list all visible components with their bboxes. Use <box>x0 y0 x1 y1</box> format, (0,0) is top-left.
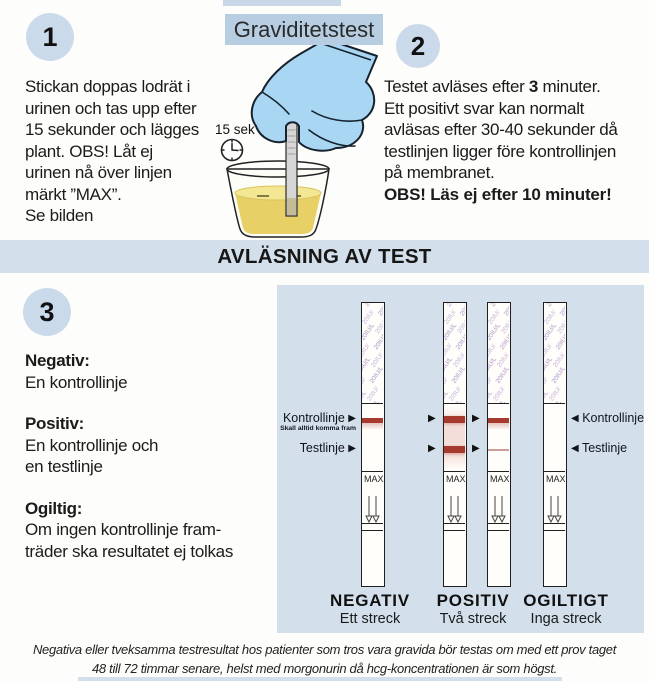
legend-group-positive <box>25 413 310 478</box>
result-name: OGILTIGT <box>523 591 609 610</box>
legend-label: Negativ: <box>25 351 90 370</box>
legend-group-negative <box>25 350 310 393</box>
line-fade <box>488 423 509 430</box>
test-line <box>444 446 465 453</box>
text-line: en testlinje <box>25 457 103 476</box>
strip-band <box>488 523 509 531</box>
text-line: märkt ”MAX”. <box>25 184 122 204</box>
flow-arrows-icon <box>364 495 381 525</box>
text-line: En kontrollinje och <box>25 435 159 455</box>
text-line: träder ska resultatet ej tolkas <box>25 541 234 561</box>
text-line <box>384 76 646 98</box>
max-label: MAX <box>490 474 510 484</box>
text-line: urinen nå över linjen <box>25 163 172 182</box>
test-line-faint <box>488 449 509 451</box>
test-line-label-right <box>571 441 627 455</box>
control-line-sublabel: Skall alltid komma fram <box>280 425 356 432</box>
step2-circle: 2 <box>396 24 440 68</box>
legend-group-invalid <box>25 498 310 563</box>
result-name: NEGATIV <box>330 591 410 610</box>
result-sub: Inga streck <box>530 611 602 627</box>
pointer-left-icon: ◀ <box>571 443 579 454</box>
max-divider <box>488 471 509 472</box>
step3-circle: 3 <box>23 288 71 336</box>
label-text: Testlinje <box>581 441 628 455</box>
bottom-accent-bar <box>78 677 562 681</box>
text-line: urinen och tas upp efter <box>25 98 197 118</box>
text-line: plant. OBS! Låt ej <box>25 141 153 161</box>
text-segment: minuter. <box>538 77 601 96</box>
label-text: Kontrollinje <box>282 411 345 425</box>
clock-icon <box>222 140 243 161</box>
text-line: på membranet. <box>384 163 495 182</box>
pointer-right-icon: ▶ <box>428 413 436 424</box>
warning-text: OBS! Läs ej efter 10 minuter! <box>384 184 612 204</box>
footer-line: 48 till 72 timmar senare, helst med morgonurin då hcg-koncentrationen är som högst. <box>91 661 557 676</box>
text-line: Stickan doppas lodrät i <box>25 77 191 96</box>
flow-arrows-icon <box>490 495 507 525</box>
text-line: testlinjen ligger före kontrollinjen <box>384 141 617 161</box>
text-line: En kontrollinje <box>25 372 128 392</box>
flow-arrows-icon <box>446 495 463 525</box>
strip-band <box>444 523 465 531</box>
urine-cup <box>227 161 329 237</box>
strip-watermark <box>544 303 565 404</box>
footer-note <box>0 640 649 678</box>
strip-watermark <box>362 303 383 404</box>
gloved-hand-icon <box>252 39 377 151</box>
footer-line: Negativa eller tveksamma testresultat hos patienter som tros vara gravida bör testas om med ett prov taget <box>32 642 617 657</box>
result-name: POSITIV <box>436 591 510 610</box>
text-segment: Testet avläses efter <box>384 77 529 96</box>
test-strip-negative <box>361 302 385 587</box>
control-line <box>444 416 465 423</box>
pointer-right-icon: ▶ <box>348 413 356 424</box>
max-divider <box>544 471 565 472</box>
text-line: Ett positivt svar kan normalt <box>384 98 585 118</box>
dipping-hand-illustration <box>205 38 395 240</box>
strip-band <box>544 523 565 531</box>
test-strip-positive-strong <box>443 302 467 587</box>
label-text: Kontrollinje <box>582 411 645 425</box>
pointer-right-icon: ▶ <box>428 443 436 454</box>
text-line: Om ingen kontrollinje fram- <box>25 520 221 539</box>
pointer-left-icon: ◀ <box>571 413 579 424</box>
text-line: avläsas efter 30-40 sekunder då <box>384 120 618 139</box>
max-divider <box>362 471 383 472</box>
bold-number: 3 <box>528 77 539 96</box>
max-label: MAX <box>546 474 566 484</box>
step1-text <box>25 76 235 227</box>
section-header: AVLÄSNING AV TEST <box>0 240 649 273</box>
test-strip-invalid <box>543 302 567 587</box>
strip-watermark <box>488 303 509 404</box>
max-divider <box>444 471 465 472</box>
result-legend <box>25 350 310 582</box>
strip-watermark <box>444 303 465 404</box>
test-strip-positive-faint <box>487 302 511 587</box>
pointer-right-icon: ▶ <box>472 443 480 454</box>
max-label: MAX <box>446 474 466 484</box>
max-label: MAX <box>364 474 384 484</box>
label-text: Testlinje <box>299 441 345 455</box>
text-line: 15 sekunder och lägges <box>25 120 199 139</box>
step1-circle: 1 <box>26 13 74 61</box>
legend-label: Positiv: <box>25 414 85 433</box>
strip-band <box>362 523 383 531</box>
legend-label: Ogiltig: <box>25 498 83 518</box>
text-line: Se bilden <box>25 206 94 225</box>
test-line-label <box>300 441 356 455</box>
result-sub: Ett streck <box>339 611 401 627</box>
pointer-right-icon: ▶ <box>348 443 356 454</box>
top-accent-bar <box>223 0 341 6</box>
flow-arrows-icon <box>546 495 563 525</box>
step2-text <box>384 76 646 205</box>
timer-label: 15 sek <box>215 122 255 137</box>
line-fade <box>362 423 383 430</box>
pointer-right-icon: ▶ <box>472 413 480 424</box>
control-line-label-right <box>571 411 644 425</box>
results-panel <box>277 285 644 633</box>
page-title: Graviditetstest <box>225 14 383 45</box>
control-line-label <box>283 411 356 425</box>
result-sub: Två streck <box>439 611 507 627</box>
